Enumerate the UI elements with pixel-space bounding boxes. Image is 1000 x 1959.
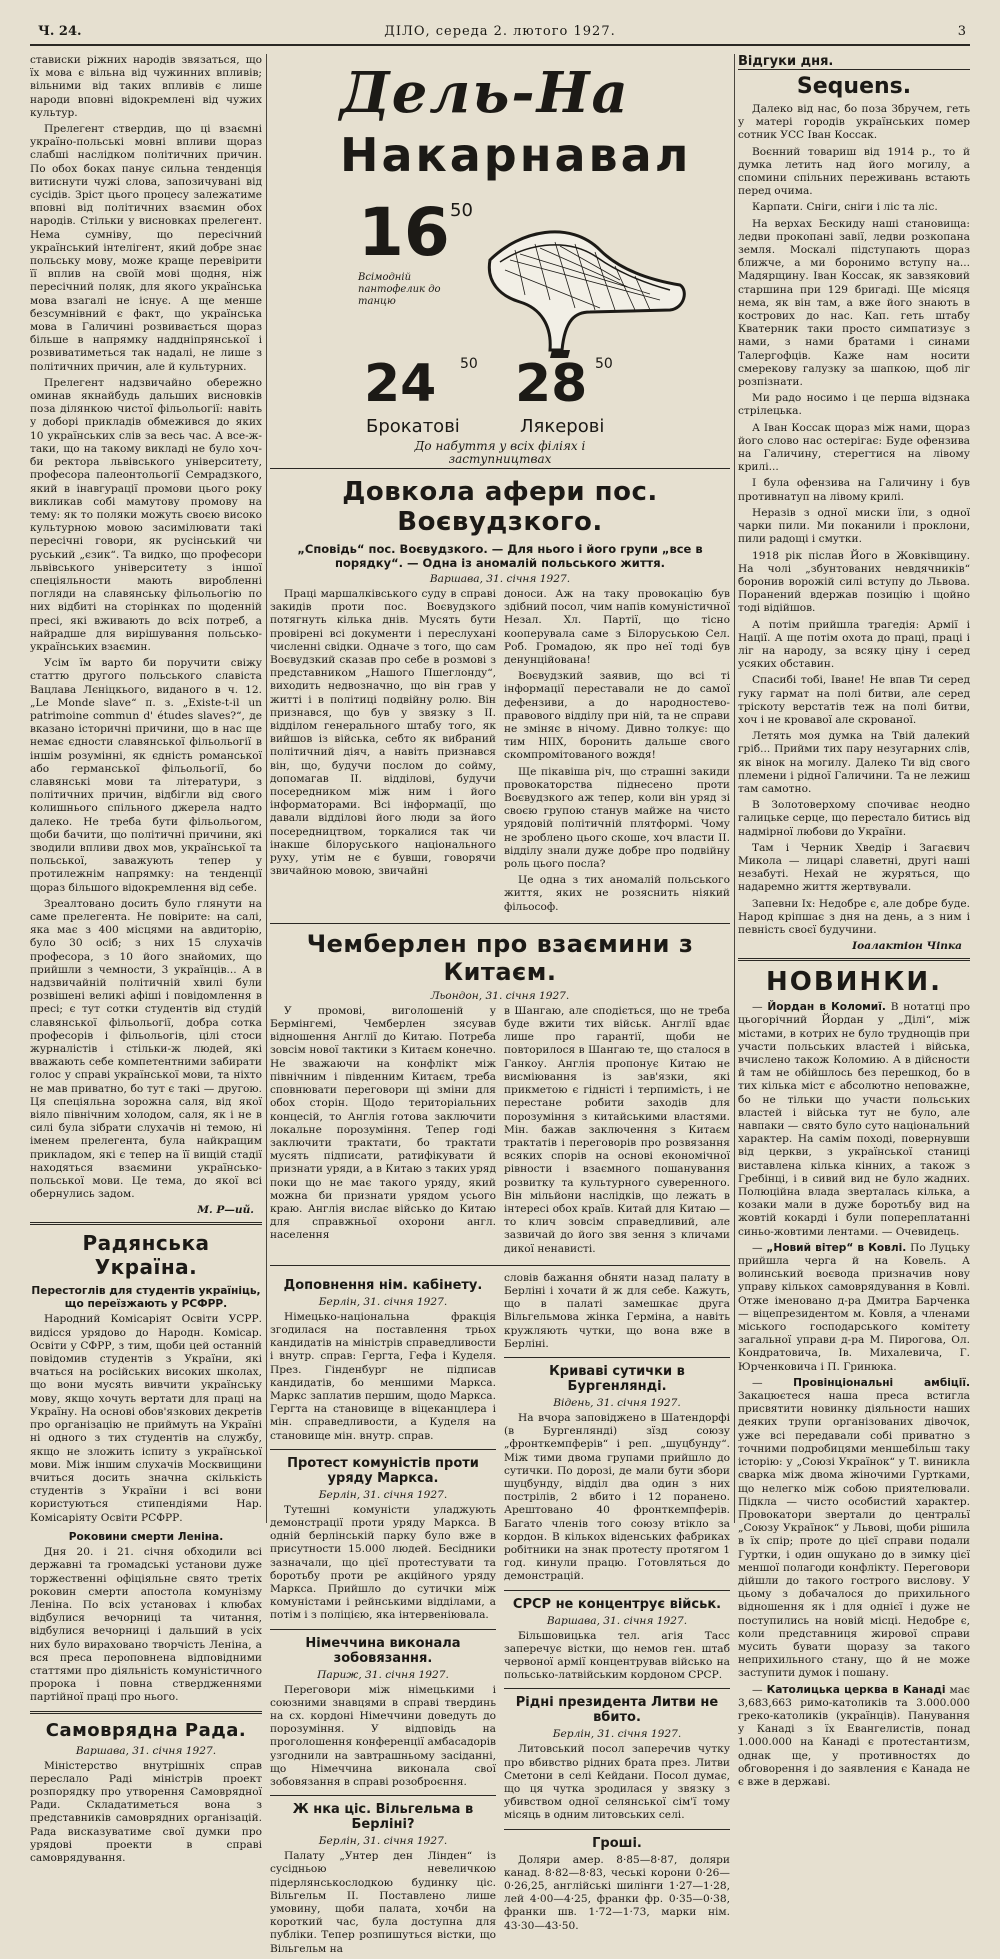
- ad-label: Лякерові: [520, 416, 605, 437]
- ad-price: 24: [364, 354, 437, 414]
- headline-dopovnennia: Доповнення нім. кабінету.: [283, 1277, 483, 1293]
- article-paragraph: Палату „Унтер ден Лінден“ із сусідньою невеличкою підерлянськослодкою будинку ціс. Вільгельм ІІ. Поставлено лише умовину, щоби палата, хочби на короткий час, була доступна для публіки. Тепер розпишуться вістки, що Вільгельм на: [270, 1850, 496, 1955]
- dateline: Париж, 31. січня 1927.: [317, 1668, 449, 1681]
- article-paragraph: 1918 рік післав Його в Жовківщину. На чолі „збунтованих невдячників“ боронив ворожій силі вступу до Львова. Поранений вдержав позицію і щойно тоді відійшов.: [738, 549, 970, 615]
- article-paragraph: Далеко від нас, бо поза Збручем, геть у матері городів українських помер сотник УСС Іван Коссак.: [738, 103, 970, 142]
- ad-price: 28: [515, 354, 588, 414]
- news-item-title: „Новий вітер“ в Ковлі.: [766, 1241, 907, 1254]
- section-divider: [270, 1449, 496, 1450]
- article-paragraph: Переговори між німецькими і союзними знавцями в справі твердинь на сх. кордоні Німеччини доведуть до порозуміння. У відповідь на проголошення конференції амбасадорів узгоднили на завтрашньому засіданні, що Німеччина виконала свої зобовязання в справі розоброєння.: [270, 1683, 496, 1789]
- article-paragraph: І була офензива на Галичину і був противнатуп на лівому крилі.: [738, 477, 970, 503]
- news-columns: [270, 1272, 730, 1959]
- article-paragraph: Прелегент ствердив, що ці взаємні україно-польські мовні впливи щораз слабші наслідком політичних причин. По обох боках панує сильна тенденція витиснути чужі слова, запозичувані від сусідів. Зріст цього процесу залежатиме вповні від політичних взаємин обох народів. Стільки у висновках прелегент. Нема сумніву, що пересічний український інтелігент, який добре знає польську мову, може краще перевірити її вплив на своїй мові щодня, ніж пересічний поляк, для якого українська мова взагалі не існує. А ще менше безсумнівний є факт, що українська мова в Галичині розвивається щораз більше в напрямку наддніпрянської і розвиватиметься так надалі, не лише з політичних причин, але й культурних.: [30, 123, 262, 373]
- dateline: Варшава, 31. січня 1927.: [75, 1744, 217, 1757]
- section-divider: [504, 1357, 730, 1358]
- article-paragraph: А потім прийшла трагедія: Армії і Нації. А ще потім охота до праці, праці і ліг на народу, за всяку ціну і серед усяких обставин.: [738, 618, 970, 671]
- currency-rates: Доляри амер. 8·85—8·87, доляри канад. 8·82—8·83, чеські корони 0·26—0·26,25, англійські шилінги 1·27—1·28, лей 4·00—4·25, франки фр. 0·35—0·38, франки шв. 1·72—1·73, марки нім. 43·30—43·50.: [504, 1853, 730, 1932]
- author-signature: М. Р—ий.: [197, 1204, 254, 1217]
- headline-krovavi: Криваві сутички в Бургенлянді.: [549, 1363, 685, 1394]
- subheadline-voevudzky: „Сповідь“ пос. Воєвудзкого. — Для нього і його групи „все в порядку“. — Одна із аномалій польського життя.: [297, 542, 703, 570]
- section-divider: [738, 958, 970, 961]
- article-paragraph: На верхах Бескиду наші становища: ледви прокопані завії, ледви розкопана земля. Москалі підступають щораз ближче, а ми боронимо вступу на... Мадярщину. Іван Коссак, як завзяковий старшина при 129 бригаді. Ще місяця нема, як він там, а вже його знають в кострових до нас. Кап. геть штабу Кватерник таки просто симпатизує з нами, з нами братами і синами Талергофців. Каже нам носити смерекову галузку за шапкою, щоб ліг розпізнати.: [738, 217, 970, 389]
- page-number: 3: [957, 24, 966, 39]
- news-item-title: Провінціональні амбіції.: [793, 1376, 970, 1389]
- article-paragraph: Там і Черник Хведір і Загаєвич Микола — лицарі славетні, другі наші незабуті. Нехай не журяться, що надаремно життя жертвували.: [738, 841, 970, 894]
- headline-srsr: СРСР не концентрує військ.: [512, 1596, 722, 1612]
- article-paragraph: В Золотоверхому спочиває неодно галицьке серце, що перестало битись від надмірної любови до України.: [738, 799, 970, 838]
- news-item-text: По Луцьку прийшла черга й на Ковель. А волинський воєвода призначив нову управу кількох самоврядування в Ковлі. Отже іменовано д-ра Дмитра Барченка — віцепрезидентом м. Ковля, а членами міського господарського комітету загальної управи д-ра М. Пирогова, Ол. Кондратовича, Ів. Михалевича, Г. Юрченковича і П. Гринюка.: [738, 1241, 970, 1373]
- section-divider: [30, 1222, 262, 1225]
- article-paragraph: Дня 20. і 21. січня обходили всі державні та громадські установи дуже торжественні офіціяльне свято третіх роковин смерти апостола комунізму Леніна. По всіх установах і клюбах відбулися вечорниці та читання, відбулися вечорниці і дальший в усіх них було вираховано творчість Леніна, а вся преса пероповнена відповідними статтями про діяльність комуністичного пророка і повна ствердженнями партійної праці про нього.: [30, 1546, 262, 1704]
- dateline: Берлін, 31. січня 1927.: [318, 1295, 448, 1308]
- article-paragraph: Праці маршалківського суду в справі закидів проти пос. Воєвудзкого потягнуть кілька днів. Мусять бути провірені всі документи і переслухані численні свідки. Одначе з того, що сам Воєвудзкий сказав про себе в розмові з представником „Нашого Пшеглонду“, виходить недвозначно, що він грав у житті і в політиці подвійну ролю. Він признався, що був у звязку з ІІ. відділом генерального штабу того, як вийшов із війська, себто як вибраний політичний діяч, а навіть признався він, що, будучи послом до сойму, допомагав ІІ. відділові, будучи посередником між ним і його інформаторами. Всі інформації, що давали відділові його люди за його посередництвом, торкалися так чи інакше білоруського національного руху, утім не є бувши, говорячи звичайною мовою, звичайні: [270, 588, 496, 878]
- dateline: Берлін, 31. січня 1927.: [318, 1488, 448, 1501]
- section-divider: [504, 1688, 730, 1689]
- middle-column: [270, 54, 730, 1955]
- dateline: Відень, 31. січня 1927.: [553, 1396, 681, 1409]
- section-divider: [270, 923, 730, 924]
- section-title-radianska: Радянська Україна.: [82, 1231, 210, 1280]
- article-paragraph: Зреалтовано досить було глянути на саме прелегента. Не повірите: на салі, яка має з 400 місцями на авдиторію, було 30 осіб; з них 15 слухачів професора, з 10 його знайомих, що прийшли з чемности, 3 українців... А в надзвичайній політичній хвилі були розвішені великі афіші і повідомлення в пресі; є тут сотки студентів від студій славянської фільольогії, добра сотка професорів і фільольогів, цілі стоси журналістів і стільки-ж людей, які вважають себе компетентними забирати голос у справі української мови, та ніхто не мав приватно, бо тут є такі — другою. Ця спеціяльна зорожна саля, від якої віяло північним холодом, саля, як і не в силі була зібрати слухачів ні темою, ні іменем прелегента, була найкращим прикладом, які є тепер на її вищій стадії находяться взаємини українсько-польської мови. Це тема, до якої всі обернулись задом.: [30, 897, 262, 1201]
- article-paragraph: Міністерство внутрішніх справ переслало Раді міністрів проект розпорядку про утворення Самоврядної Ради. Складатиметься вона з представників самоврядних організацій. Рада висказуватиме свої думки про урядові проекти в справі самоврядування.: [30, 1759, 262, 1865]
- ad-price: 16: [358, 194, 450, 271]
- article-paragraph: в Шангаю, але сподіється, що не треба буде вжити тих військ. Англії вдає лише про гарантії, щоби не повторилося в Шангаю те, що сталося в Ганкоу. Англія пропонує Китаю не висміювання із зав'язки, які прикметою є гідністі і терпимість, і не перестане робити заходів для порозуміння з китайськими властями. Мін. бажав заключення з Китаєм трактатів і переговорів про розвязання всяких спорів на основі економічної рівности і взаємного пошанування розвитку та культурного суверенного. Він мільйони наслідків, що лежать в інтересі обох країв. Китай для Китаю — то клич зовсім справедливий, але зазвичай до його звя зення з кличами дикої ненависті.: [504, 1004, 730, 1255]
- article-paragraph: стависки ріжних народів звязаться, що їх мова є вільна від чужинних впливів; вільними від таких впливів є лише народи вповні відокремлені від чужих культур.: [30, 54, 262, 119]
- ad-price-cents: 50: [450, 200, 473, 221]
- article-paragraph: Це одна з тих аномалій польського життя, яких не розяснить ніякий фільософ.: [504, 874, 730, 913]
- news-item-text: Закацюєтеся наша преса встигла присвятити новинку діяльности наших деяких трупи організованих дівочок, уже всі передавали собі приватно з точними подробицями меншебільш таку історію: у „Союзі Українок“ у Т. виникла сварка між двома жіночими Гуртками, що нелегко між собою приятелювали. Підкла — чисто особистий характер. Провокатори звертали до центральї „Союзу Українок“ у Львові, щоби рішила в їх спір; проте до цієї справи подали Гуртки, і один ошукано до в зимку цієї меншої полагоди конфлікту. Переговори дійшли до такого гострого вислову. У цьому з добачалося до прихильного відношення як і для однієї і дуже не поступились на новій місці. Недобре є, коли представниця жирової справи мусить бувати щоразу за такого неприхильного стану, що й не може заступити думок і пошану.: [738, 1390, 970, 1680]
- section-divider: [270, 1265, 730, 1266]
- headline-voevudzky: Довкола афери пос. Воєвудзкого.: [342, 477, 658, 537]
- article-paragraph: На вчора заповіджено в Шатендорфі (в Бургенлянді) зїзд союзу „фронткемпферів“ і реп. „шуцбунду“. Між тими двома групами прийшло до сутички. По дорозі, де мали бути збори шуцбунду, відділ два один з них пострілів, 2 вбито і 12 поранено. Арештовано 40 фронткемпферів. Багато членів того союзу втікло за кордон. В кількох віденських фабриках робітники на знак протесту протягом 1 год. кинули працю. Готовляться до демонстрацій.: [504, 1411, 730, 1583]
- news-item: — Йордан в Коломиї. В нотатці про цьогорічний Йордан у „Ділі“, між містами, в котрих не було труднощів при участи польських властей і війська, вчислено також Коломию. А в дійсности й там не обійшлось без перешкод, бо в тих кілька міст є абсолютно неповажне, бо не тільки що участи польських властей і війська тут не було, але навпаки — свято було суто національний характер. На самім поході, повернувши від церкви, з української станиці виставлена кілька кінних, а також з Гребінці, і в сивий вид не було жадних. Полюційна влада зверталась кілька, а козаки мали в дуже боротьбу вид на жовтій кокарді і були попереплатанні синьо-жовтими лентами. — Очевидець.: [738, 1001, 971, 1238]
- section-divider: [504, 1590, 730, 1591]
- section-divider: [270, 1629, 496, 1630]
- article-paragraph: Литовський посол заперечив чутку про вбивство рідних брата през. Литви Сметони в селі Кейдани. Посол думає, що ця чутка зродилася у звязку з убивством одної селянської сім'ї тому місяць в одним литовських селі.: [504, 1743, 730, 1822]
- headline-nimechchyna: Німеччина виконала зобовязання.: [305, 1635, 461, 1666]
- article-paragraph: Більшовицька тел. агія Тасс заперечує вістки, що немов ген. штаб червоної армії концентрував військо на польсько-латвійським кордоном СРСР.: [504, 1629, 730, 1682]
- column-rule: [734, 54, 735, 1523]
- ad-subtitle: Накарнавал: [340, 128, 692, 182]
- news-item: — Провінціональні амбіції. Закацюєтеся наша преса встигла присвятити новинку діяльности наших деяких трупи організованих дівочок, уже всі передавали собі приватно з точними подробицями меншебільш таку історію: у „Союзі Українок“ у Т. виникла сварка між двома жіночими Гуртками, що нелегко між собою приятелювали. Підкла — чисто особистий характер. Провокатори звертали до центральї „Союзу Українок“ у Львові, щоби рішила в їх спір; проте до цієї справи подали Гуртки, і один ошукано до в зимку цієї меншої полагоди конфлікту. Переговори дійшли до такого гострого вислову. У цьому з добачалося до прихильного відношення як і для однієї і дуже не поступились на новій місці. Недобре є, коли представниця жирової справи мусить бувати щоразу за такого неприхильного стану, що й не може заступити думок і пошану.: [738, 1376, 970, 1680]
- ad-brand: Дель-На: [340, 60, 630, 126]
- shoe-illustration-icon: [480, 190, 690, 360]
- ad-availability: До набуття у всіх філіях і заступництвах: [414, 439, 586, 466]
- article-paragraph: Воєвудзкий заявив, що всі ті інформації переставали не до самої дефензиви, а до народностево-правового відділу при ній, та не справи не зміняє в нічому. Дивно толкує: що тим НІІХ, боронить дальше свого скомпромітованого вождя!: [504, 670, 730, 762]
- article-body: [270, 588, 730, 917]
- article-paragraph: словів бажання обняти назад палату в Берліні і хочати й ж для себе. Кажуть, що в палаті замешкає друга Вільгельмова жінка Герміна, а навіть кружляють чутки, що вона вже в Берліні.: [504, 1271, 730, 1350]
- dateline: Берлін, 31. січня 1927.: [552, 1728, 682, 1741]
- dateline: Варшава, 31. січня 1927.: [429, 573, 571, 585]
- article-paragraph: А Іван Коссак щораз між нами, щораз його слово нас остерігає: Буде офензива на Галичину, стерегтися на лівому крилі...: [738, 421, 970, 474]
- article-body: [270, 1005, 730, 1259]
- article-paragraph: Прелегент надзвичайно обережно оминав якнайбудь дальших висновків поза ділянкою чистої фільольогії: навіть у доборі прикладів обмежився до яких 10 українських слів за весь час. А все-ж-таки, що на такому викладі не було хоч-би ректора львівського університету, професора палеонтольогії Семрадзкого, який в інавгурації промови цього року викликав собі мамутову промову на тему: як то поляки можуть своєю високо культурною мовою засимілювати такі пересічні говори, як русінський чи руський „єзик“. Та видко, що професори львівського університету з іншої спеціяльности мають виробленні погляди на славянську фільольогію по них відбиті на сторінках по щоденній пресі, які вживають до всіх потреб, а найрадше для вирішування польсько-українських взаємин.: [30, 376, 262, 653]
- section-divider: [504, 1829, 730, 1830]
- headline-sequens: Sequens.: [796, 74, 912, 99]
- article-paragraph: У промові, виголошеній у Бермінгемі, Чемберлен зясував відношення Англії до Китаю. Потреба зовсім нової тактики з Китаєм конечно. Не зважаючи на конфлікт між північним і південним Китаєм, треба сповнювати переговори щі зміни для обох сторін. Щодо територіальних концесій, то Англія готова заключити локальне порозуміння. Тепер годі заключити трактати, бо трактати мусять підписати, ратифікувати й признати уряди, а в Китаю з таких уряд поки що не має такого уряду, який можна би признати урядом усього краю. Англія вислає військо до Китаю для справжньої охорони англ. населення: [270, 1004, 496, 1242]
- news-item: — Католицька церква в Канаді має 3,683,663 римо-католиків та 3.000.000 греко-католиків (українців). Панування у Канаді з їх Евангелистів, понад 1.000.000 на Канаді є протестантизм, однак ще, у противностях до обговорення і до заявления є Канада не є вже в державі.: [738, 1683, 970, 1788]
- masthead-line: ДІЛО, середа 2. лютого 1927.: [384, 24, 616, 39]
- running-head: [30, 22, 970, 46]
- article-paragraph: Спасибі тобі, Іване! Не впав Ти серед гуку гармат на полі битви, але серед тріскоту верстатів теж на полі битви, хоч і не кровавої але скрованої.: [738, 674, 970, 726]
- section-divider: [30, 1711, 262, 1714]
- headline-samovriadna: Самоврядна Рада.: [45, 1719, 247, 1741]
- article-paragraph: Неразів з одної миски їли, з одної чарки пили. Ми поканили і проклони, пили радощі і смутки.: [738, 506, 970, 546]
- article-paragraph: Німецько-національна фракція згодилася на поставлення трьох кандидатів на міністрів справедливости і внутр. справ: Гергта, Гефа і Куделя. През. Гінденбург не підписав кандидатів, бо меншими Маркса. Маркс заплатив першим, щодо Маркса. Гергта на становище в віцеканцлера і мін. справедливости, а Куделя на становище мін. внутр. справ.: [270, 1310, 496, 1442]
- issue-number: Ч. 24.: [38, 24, 82, 39]
- news-item: — „Новий вітер“ в Ковлі. По Луцьку прийшла черга й на Ковель. А волинський воєвода призначив нову управу кількох самоврядування в Ковлі. Отже іменовано д-ра Дмитра Барченка — віцепрезидентом м. Ковля, а членами міського господарського комітету загальної управи д-ра М. Пирогова, Ол. Кондратовича, Ів. Михалевича, Г. Юрченковича і П. Гринюка.: [738, 1241, 970, 1373]
- ad-price-cents: 50: [460, 356, 478, 372]
- article-paragraph: Ми радо носимо і це перша відзнака стрілецька.: [738, 392, 970, 418]
- section-divider: [270, 1795, 496, 1796]
- article-paragraph: Летять моя думка на Твій далекий гріб... Прийми тих пару незугарних слів, як вінок на могилу. Далеко Ти від свого племени і рідної Галичини. Та не лежиш там самотно.: [738, 730, 970, 795]
- headline-chemberlen: Чемберлен про взаємини з Китаєм.: [306, 929, 694, 986]
- shoe-advertisement: [270, 54, 730, 469]
- ad-price-cents: 50: [595, 356, 613, 372]
- author-signature: Іоалактіон Чіпка: [852, 940, 962, 953]
- dateline: Льондон, 31. січня 1927.: [430, 989, 570, 1002]
- article-paragraph: Воєнний товариш від 1914 р., то й думка летить над його могилу, а спомини спільних переживань встають перед очима.: [738, 145, 970, 198]
- news-item-text: має 3,683,663 римо-католиків та 3.000.000 греко-католиків (українців). Панування у Канаді з їх Евангелистів, понад 1.000.000 на Канаді є протестантизм, однак ще, у противностях до обговорення і до заявления є Канада не є вже в державі.: [738, 1683, 970, 1788]
- news-item-title: Католицька церква в Канаді: [766, 1683, 946, 1696]
- headline-perestoroha: Перестоглів для студентів україніць, що переїзжають у РСФРР.: [31, 1285, 261, 1310]
- news-item-title: Йордан в Коломиї.: [767, 1001, 886, 1014]
- column-rule: [266, 54, 267, 1523]
- ad-tagline: Всімодній пантофелик до танцю: [358, 272, 441, 307]
- article-paragraph: Народний Комісаріят Освіти УСРР. видісся урядово до Народн. Комісар. Освіти у СФРР, з тим, щоби цей останній повідомив студентів з України, які вчаться на російських високих школах, що вони мусять вивчити українську мову, якщо хочуть вертати для праці на Україну. На основі обов'язкових декретів про організацію не приймуть на Україні ні одного з тих студентів на службу, якщо не зложить іспиту з української мови. Між іншим слухачів Москвищини вчиться досить значна скількість студентів з України і всі вони користуються стипендіями Нар. Комісаріяту Освіти РСФРР.: [30, 1313, 262, 1524]
- headline-rokovyny: Роковини смерти Леніна.: [68, 1530, 224, 1543]
- article-paragraph: Усім їм варто би поручити свіжу статтю другого польського славіста Вацлава Лєніцкього, виданого в ч. 12. „Le Monde slave“ п. з. „Existe-t-il un patrimoine commun d' études slaves?“, де вказано історичні причини, що в нас ще немає єдности славянської фільольогії в іншім розумінні, як єдність романської або германської фільольогії, бо славянські мови та літератури, з політичних причин, відбігли від свого колишнього спільного джерела надто далеко. Не треба бути фільольогом, щоби бачити, що політичні причини, які зводили впливи двох мов, української та польської, заважують тепер у протилежнім напрямку: на тенденції щораз більшого відокремлення від себе.: [30, 657, 262, 894]
- dateline: Берлін, 31. січня 1927.: [318, 1835, 448, 1848]
- article-paragraph: Запевни Іх: Недобре є, але добре буде. Народ кріпшає з дня на день, а з ним і певність своєї будучини.: [738, 897, 970, 936]
- article-paragraph: Карпати. Сніги, сніги і ліс та ліс.: [752, 201, 938, 214]
- headline-vilhelma: Ж нка ціс. Вільгельма в Берліні?: [292, 1802, 474, 1833]
- left-column: [30, 54, 262, 1865]
- section-label-vidhuky: Відгуки дня.: [738, 54, 970, 70]
- right-column: [738, 54, 971, 1788]
- headline-groshi: Гроші.: [592, 1835, 642, 1851]
- ad-label: Брокатові: [366, 416, 460, 437]
- headline-ridni: Рідні президента Литви не вбито.: [515, 1695, 719, 1726]
- dateline: Варшава, 31. січня 1927.: [546, 1614, 688, 1627]
- news-item-text: В нотатці про цьогорічний Йордан у „Ділі“, між містами, в котрих не було труднощів при участи польських властей і війська, вчислено також Коломию. А в дійсности й там не обійшлось без перешкод, бо в тих кілька міст є абсолютно неповажне, бо не тільки що участи польських властей і війська тут не було, але навпаки — свято було суто національний характер. На самім поході, повернувши від церкви, з української станиці виставлена кілька кінних, а також з Гребінці, і в сивий вид не було жадних. Полюційна влада зверталась кілька, а козаки мали в дуже боротьбу вид на жовтій кокарді і були попереплатанні синьо-жовтими лентами. — Очевидець.: [738, 1001, 971, 1238]
- section-title-novynky: НОВИНКИ.: [765, 967, 943, 998]
- headline-protest: Протест комуністів проти уряду Маркса.: [287, 1455, 479, 1486]
- article-paragraph: доноси. Аж на таку провокацію був здібний посол, чим напів комуністичної Незал. Хл. Партії, що тісно кооперувала саме з Білоруською Сел. Роб. Громадою, як про неї тоді був денунційована!: [504, 588, 730, 667]
- article-paragraph: Ще пікавіша річ, що страшні закиди провокаторства піднесено проти Воєвудзкого аж тепер, коли він уряд зі своєю групою станув майже на чисто урядовій політичній плятформі. Чому не зроблено цього скоше, хоч власти ІІ. відділу знали дуже добре про подвійну роль цього посла?: [504, 765, 730, 871]
- article-paragraph: Тутешні комуністи уладжують демонстрації проти уряду Маркса. В одній берлінській парку було вже в присутности 15.000 людей. Бесідники зазначали, що цієї протестувати та боротьбу проти ре акційного уряду Маркса. Прийшло до сутички між комуністами і рейнськими відділами, а потім і з поліцією, яка інтервеніювала.: [270, 1503, 496, 1622]
